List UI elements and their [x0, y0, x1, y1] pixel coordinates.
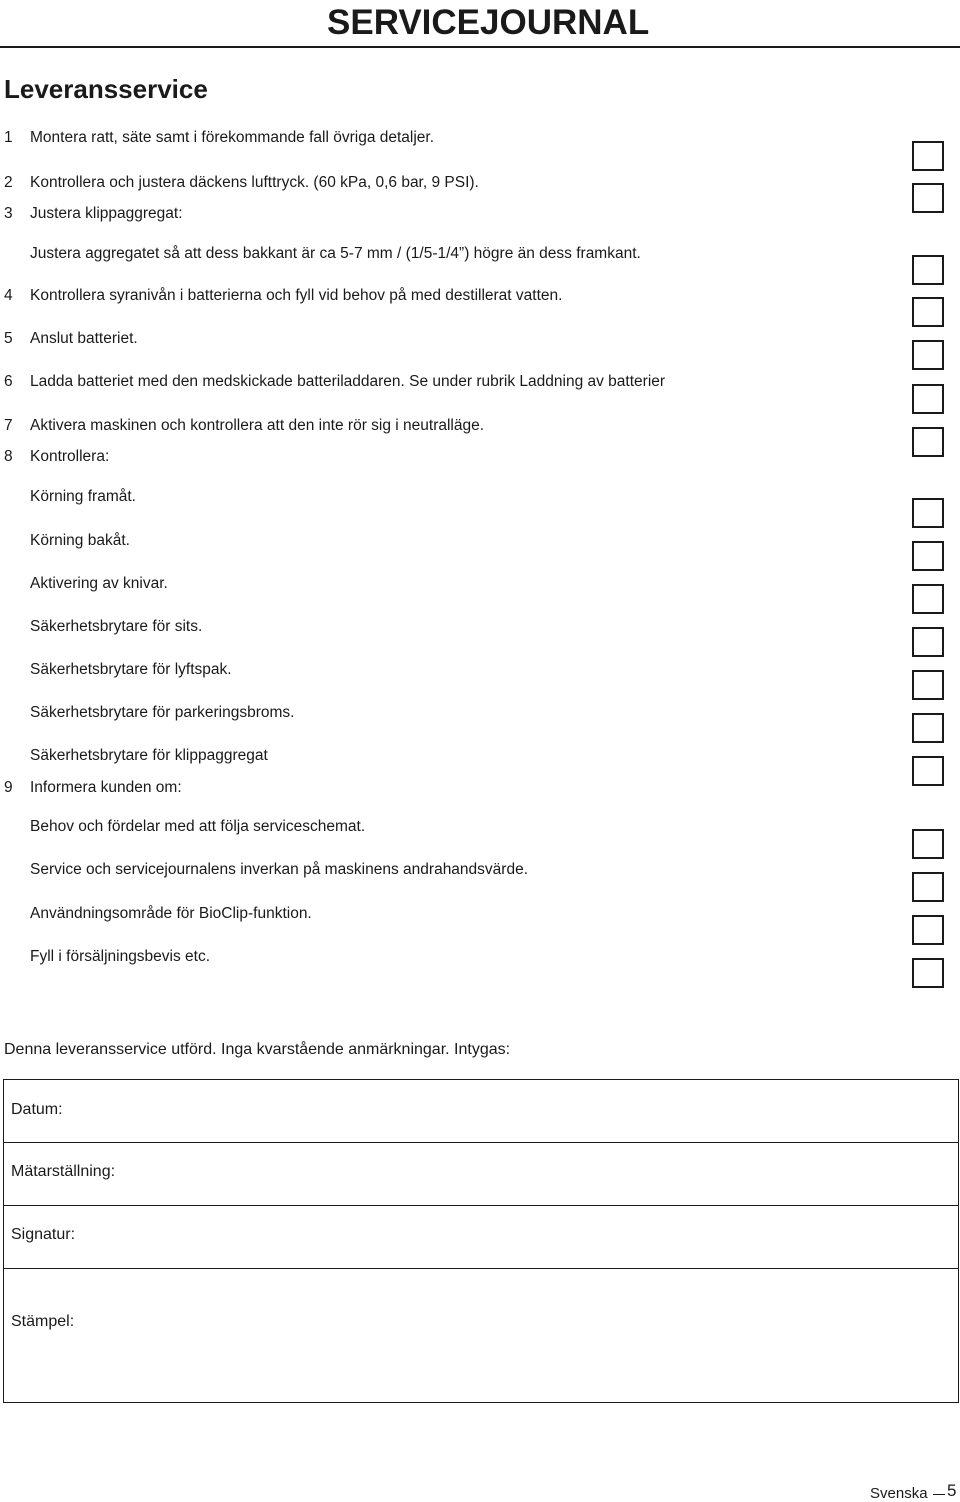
- item-number: 1: [4, 129, 13, 146]
- checklist-item-text: Kontrollera syranivån i batterierna och fyll vid behov på med destillerat vatten.: [30, 287, 563, 304]
- checklist-item-text: Användningsområde för BioClip-funktion.: [30, 905, 312, 922]
- checkbox[interactable]: [912, 340, 944, 370]
- checklist-item-text: Justera aggregatet så att dess bakkant är ca 5-7 mm / (1/5-1/4”) högre än dess framkant.: [30, 245, 641, 262]
- checklist-item-text: Körning bakåt.: [30, 532, 130, 549]
- item-number: 8: [4, 448, 13, 465]
- form-row[interactable]: [4, 1142, 958, 1206]
- checklist-item-text: Montera ratt, säte samt i förekommande fall övriga detaljer.: [30, 129, 435, 146]
- item-number: 3: [4, 205, 13, 222]
- item-number: 4: [4, 287, 13, 304]
- checkbox[interactable]: [912, 872, 944, 902]
- checklist-item-text: Kontrollera:: [30, 448, 110, 465]
- page-number: 5: [947, 1481, 957, 1500]
- page-title: SERVICEJOURNAL: [327, 3, 650, 42]
- checklist-item-text: Service och servicejournalens inverkan på maskinens andrahandsvärde.: [30, 861, 528, 878]
- form-row[interactable]: [4, 1080, 958, 1143]
- checklist-item-text: Säkerhetsbrytare för lyftspak.: [30, 661, 232, 678]
- checklist-item-text: Anslut batteriet.: [30, 330, 138, 347]
- checkbox[interactable]: [912, 756, 944, 786]
- item-number: 5: [4, 330, 13, 347]
- checkbox[interactable]: [912, 670, 944, 700]
- checkbox[interactable]: [912, 584, 944, 614]
- checkbox[interactable]: [912, 297, 944, 327]
- checklist-item-text: Justera klippaggregat:: [30, 205, 183, 222]
- checklist-item-text: Ladda batteriet med den medskickade batteriladdaren. Se under rubrik Laddning av batterier: [30, 373, 666, 390]
- checklist-item-text: Körning framåt.: [30, 488, 136, 505]
- confirmation-text: Denna leveransservice utförd. Inga kvarstående anmärkningar. Intygas:: [4, 1041, 511, 1058]
- checkbox[interactable]: [912, 384, 944, 414]
- checklist-item-text: Behov och fördelar med att följa serviceschemat.: [30, 818, 366, 835]
- checklist-item-text: Säkerhetsbrytare för sits.: [30, 618, 203, 635]
- item-number: 6: [4, 373, 13, 390]
- checkbox[interactable]: [912, 713, 944, 743]
- checklist-item-text: Fyll i försäljningsbevis etc.: [30, 948, 211, 965]
- footer-divider: [933, 1494, 945, 1495]
- checkbox[interactable]: [912, 541, 944, 571]
- checkbox[interactable]: [912, 958, 944, 988]
- form-row-label: Signatur:: [11, 1226, 76, 1243]
- checkbox[interactable]: [912, 255, 944, 285]
- form-row-label: Mätarställning:: [11, 1163, 116, 1180]
- form-row[interactable]: [4, 1268, 958, 1402]
- page-header: [0, 0, 960, 48]
- checklist-item-text: Säkerhetsbrytare för klippaggregat: [30, 747, 268, 764]
- item-number: 9: [4, 779, 13, 796]
- form-row-label: Stämpel:: [11, 1313, 75, 1330]
- checklist-item-text: Aktivering av knivar.: [30, 575, 168, 592]
- checklist-item-text: Kontrollera och justera däckens lufttryck. (60 kPa, 0,6 bar, 9 PSI).: [30, 174, 479, 191]
- item-number: 7: [4, 417, 13, 434]
- signature-form: [3, 1079, 959, 1403]
- checkbox[interactable]: [912, 498, 944, 528]
- checkbox[interactable]: [912, 183, 944, 213]
- item-number: 2: [4, 174, 13, 191]
- checklist-item-text: Informera kunden om:: [30, 779, 182, 796]
- section-heading: Leveransservice: [4, 74, 208, 104]
- checkbox[interactable]: [912, 829, 944, 859]
- footer-language: Svenska: [870, 1485, 928, 1502]
- form-row[interactable]: [4, 1205, 958, 1269]
- checkbox[interactable]: [912, 627, 944, 657]
- checkbox[interactable]: [912, 427, 944, 457]
- checkbox[interactable]: [912, 915, 944, 945]
- checkbox[interactable]: [912, 141, 944, 171]
- checklist-item-text: Aktivera maskinen och kontrollera att den inte rör sig i neutralläge.: [30, 417, 485, 434]
- checklist-item-text: Säkerhetsbrytare för parkeringsbroms.: [30, 704, 295, 721]
- form-row-label: Datum:: [11, 1101, 63, 1118]
